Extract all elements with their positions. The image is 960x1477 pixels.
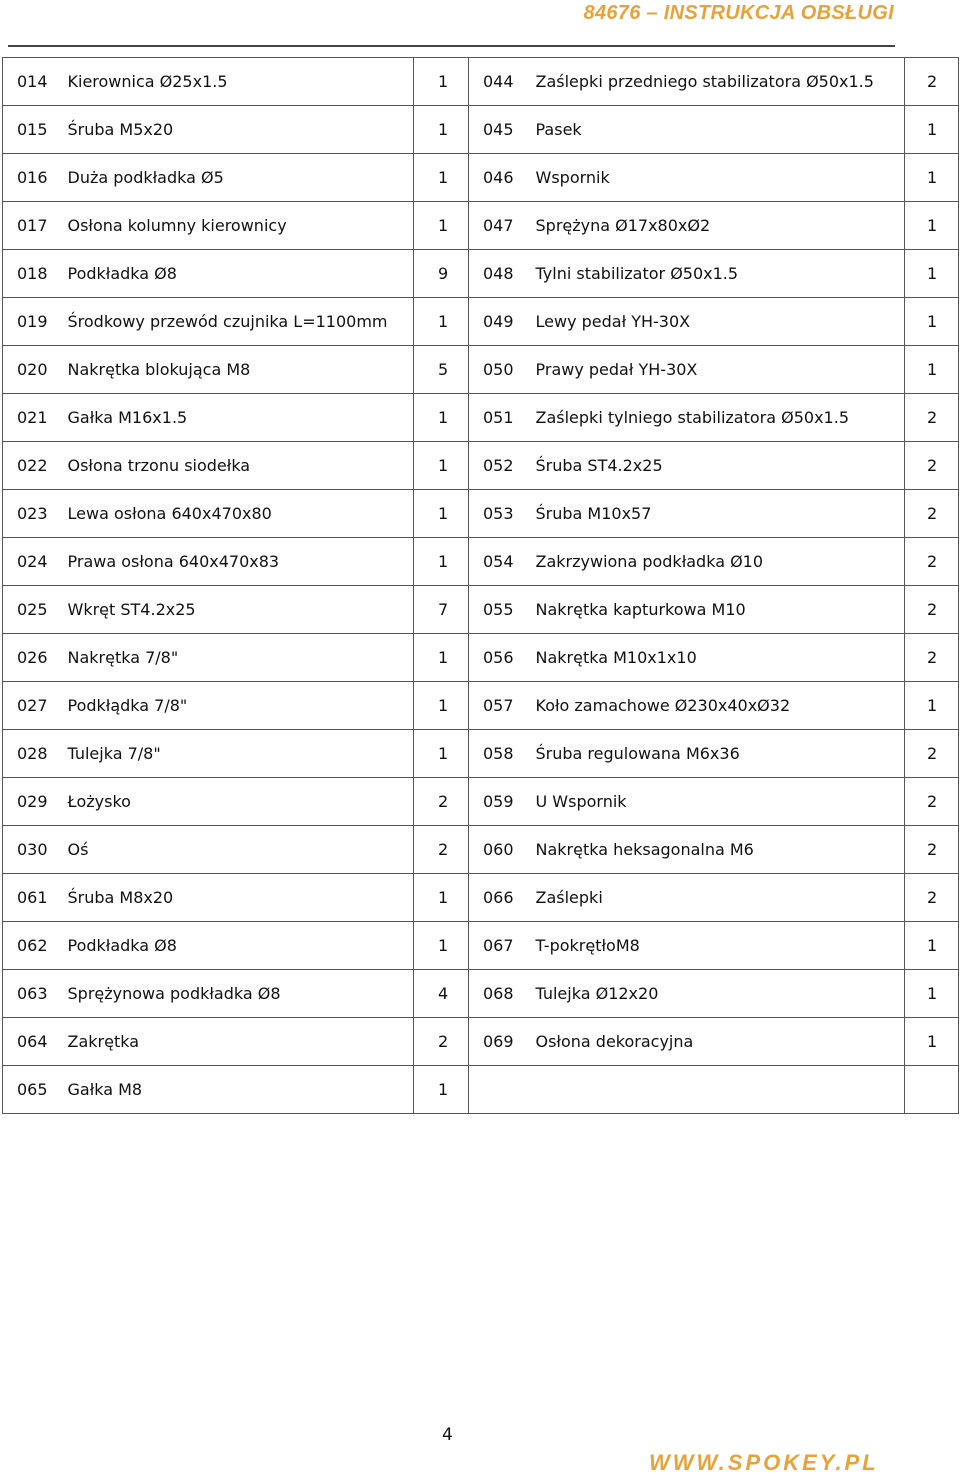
part-name-cell: Nakrętka blokująca M8: [65, 346, 414, 394]
part-name-cell: Osłona dekoracyjna: [533, 1018, 905, 1066]
part-name-cell: Śruba M10x57: [533, 490, 905, 538]
part-quantity-cell: 1: [905, 298, 959, 346]
part-quantity-cell: 1: [905, 106, 959, 154]
part-code-cell: 057: [469, 682, 533, 730]
part-code-cell: 064: [3, 1018, 65, 1066]
part-code-cell: 014: [3, 58, 65, 106]
part-code-cell: 051: [469, 394, 533, 442]
part-name-cell: T-pokrętłoM8: [533, 922, 905, 970]
header-divider: [8, 45, 895, 47]
part-name-cell: Wspornik: [533, 154, 905, 202]
part-code-cell: 050: [469, 346, 533, 394]
part-name-cell: Śruba M8x20: [65, 874, 414, 922]
part-code-cell: 061: [3, 874, 65, 922]
part-code-cell: [469, 1066, 533, 1114]
part-name-cell: Gałka M8: [65, 1066, 414, 1114]
part-code-cell: 049: [469, 298, 533, 346]
part-quantity-cell: 2: [414, 1018, 469, 1066]
table-row: [3, 922, 959, 970]
part-name-cell: Podkładka Ø8: [65, 250, 414, 298]
part-quantity-cell: 1: [414, 730, 469, 778]
part-code-cell: 044: [469, 58, 533, 106]
part-quantity-cell: 1: [905, 1018, 959, 1066]
part-quantity-cell: 2: [905, 490, 959, 538]
part-quantity-cell: 1: [905, 346, 959, 394]
part-code-cell: 029: [3, 778, 65, 826]
part-name-cell: Osłona trzonu siodełka: [65, 442, 414, 490]
part-code-cell: 068: [469, 970, 533, 1018]
parts-table-body: [3, 58, 959, 1114]
part-name-cell: Duża podkładka Ø5: [65, 154, 414, 202]
part-code-cell: 048: [469, 250, 533, 298]
part-name-cell: Tylni stabilizator Ø50x1.5: [533, 250, 905, 298]
table-row: [3, 346, 959, 394]
part-name-cell: Śruba regulowana M6x36: [533, 730, 905, 778]
part-name-cell: Osłona kolumny kierownicy: [65, 202, 414, 250]
part-name-cell: Gałka M16x1.5: [65, 394, 414, 442]
part-quantity-cell: 1: [414, 298, 469, 346]
table-row: [3, 1018, 959, 1066]
part-name-cell: Lewy pedał YH-30X: [533, 298, 905, 346]
table-row: [3, 250, 959, 298]
part-code-cell: 065: [3, 1066, 65, 1114]
part-name-cell: Oś: [65, 826, 414, 874]
part-code-cell: 056: [469, 634, 533, 682]
part-quantity-cell: 1: [414, 154, 469, 202]
part-code-cell: 047: [469, 202, 533, 250]
part-name-cell: Tulejka Ø12x20: [533, 970, 905, 1018]
part-name-cell: Środkowy przewód czujnika L=1100mm: [65, 298, 414, 346]
part-name-cell: Nakrętka kapturkowa M10: [533, 586, 905, 634]
table-row: [3, 394, 959, 442]
part-code-cell: 026: [3, 634, 65, 682]
part-name-cell: Kierownica Ø25x1.5: [65, 58, 414, 106]
table-row: [3, 154, 959, 202]
table-row: [3, 1066, 959, 1114]
part-name-cell: Zakrzywiona podkładka Ø10: [533, 538, 905, 586]
table-row: [3, 634, 959, 682]
table-row: [3, 826, 959, 874]
part-code-cell: 022: [3, 442, 65, 490]
part-code-cell: 055: [469, 586, 533, 634]
table-row: [3, 874, 959, 922]
page-number: 4: [442, 1425, 453, 1445]
table-row: [3, 490, 959, 538]
part-quantity-cell: 2: [905, 586, 959, 634]
part-name-cell: Śruba ST4.2x25: [533, 442, 905, 490]
part-code-cell: 015: [3, 106, 65, 154]
part-name-cell: Prawy pedał YH-30X: [533, 346, 905, 394]
part-quantity-cell: 1: [905, 202, 959, 250]
table-row: [3, 586, 959, 634]
document-title: 84676 – INSTRUKCJA OBSŁUGI: [583, 2, 894, 24]
part-quantity-cell: 1: [414, 106, 469, 154]
part-quantity-cell: 1: [414, 202, 469, 250]
part-quantity-cell: 7: [414, 586, 469, 634]
part-quantity-cell: 2: [905, 778, 959, 826]
part-quantity-cell: 2: [905, 394, 959, 442]
part-code-cell: 018: [3, 250, 65, 298]
part-quantity-cell: 1: [414, 682, 469, 730]
part-name-cell: Śruba M5x20: [65, 106, 414, 154]
part-name-cell: Pasek: [533, 106, 905, 154]
part-code-cell: 025: [3, 586, 65, 634]
part-code-cell: 020: [3, 346, 65, 394]
part-name-cell: Prawa osłona 640x470x83: [65, 538, 414, 586]
part-quantity-cell: 1: [414, 58, 469, 106]
part-code-cell: 028: [3, 730, 65, 778]
part-code-cell: 024: [3, 538, 65, 586]
part-name-cell: Zaślepki przedniego stabilizatora Ø50x1.5: [533, 58, 905, 106]
table-row: [3, 202, 959, 250]
part-quantity-cell: 1: [905, 922, 959, 970]
part-code-cell: 058: [469, 730, 533, 778]
part-quantity-cell: 2: [414, 778, 469, 826]
part-code-cell: 016: [3, 154, 65, 202]
part-code-cell: 069: [469, 1018, 533, 1066]
part-quantity-cell: 2: [905, 634, 959, 682]
part-code-cell: 023: [3, 490, 65, 538]
part-quantity-cell: [905, 1066, 959, 1114]
part-code-cell: 046: [469, 154, 533, 202]
part-quantity-cell: 1: [414, 634, 469, 682]
part-quantity-cell: 2: [905, 730, 959, 778]
part-quantity-cell: 2: [905, 442, 959, 490]
part-name-cell: Tulejka 7/8": [65, 730, 414, 778]
part-quantity-cell: 5: [414, 346, 469, 394]
part-quantity-cell: 2: [905, 826, 959, 874]
part-name-cell: Łożysko: [65, 778, 414, 826]
part-quantity-cell: 1: [905, 970, 959, 1018]
part-code-cell: 063: [3, 970, 65, 1018]
part-name-cell: Zaślepki tylniego stabilizatora Ø50x1.5: [533, 394, 905, 442]
part-name-cell: Wkręt ST4.2x25: [65, 586, 414, 634]
part-quantity-cell: 1: [414, 442, 469, 490]
part-code-cell: 045: [469, 106, 533, 154]
part-name-cell: Sprężynowa podkładka Ø8: [65, 970, 414, 1018]
part-quantity-cell: 1: [414, 394, 469, 442]
table-row: [3, 298, 959, 346]
part-name-cell: U Wspornik: [533, 778, 905, 826]
part-code-cell: 017: [3, 202, 65, 250]
part-code-cell: 021: [3, 394, 65, 442]
part-quantity-cell: 2: [414, 826, 469, 874]
part-quantity-cell: 1: [414, 538, 469, 586]
part-quantity-cell: 1: [905, 250, 959, 298]
part-code-cell: 054: [469, 538, 533, 586]
part-quantity-cell: 2: [905, 874, 959, 922]
table-row: [3, 730, 959, 778]
brand-logo[interactable]: WWW.SPOKEY.PL: [649, 1450, 879, 1475]
part-quantity-cell: 1: [905, 154, 959, 202]
part-quantity-cell: 4: [414, 970, 469, 1018]
part-code-cell: 062: [3, 922, 65, 970]
part-code-cell: 060: [469, 826, 533, 874]
part-quantity-cell: 2: [905, 58, 959, 106]
part-name-cell: Nakrętka M10x1x10: [533, 634, 905, 682]
part-code-cell: 052: [469, 442, 533, 490]
table-row: [3, 106, 959, 154]
part-name-cell: Nakrętka 7/8": [65, 634, 414, 682]
table-row: [3, 538, 959, 586]
part-code-cell: 067: [469, 922, 533, 970]
part-name-cell: Podkłądka 7/8": [65, 682, 414, 730]
part-code-cell: 066: [469, 874, 533, 922]
part-name-cell: Koło zamachowe Ø230x40xØ32: [533, 682, 905, 730]
part-quantity-cell: 1: [414, 874, 469, 922]
part-code-cell: 053: [469, 490, 533, 538]
part-quantity-cell: 1: [414, 1066, 469, 1114]
part-name-cell: Zaślepki: [533, 874, 905, 922]
part-name-cell: Zakrętka: [65, 1018, 414, 1066]
table-row: [3, 442, 959, 490]
part-quantity-cell: 1: [414, 490, 469, 538]
table-row: [3, 778, 959, 826]
table-row: [3, 970, 959, 1018]
part-code-cell: 059: [469, 778, 533, 826]
part-quantity-cell: 9: [414, 250, 469, 298]
part-code-cell: 030: [3, 826, 65, 874]
part-quantity-cell: 2: [905, 538, 959, 586]
table-row: [3, 682, 959, 730]
part-name-cell: Nakrętka heksagonalna M6: [533, 826, 905, 874]
part-name-cell: Podkładka Ø8: [65, 922, 414, 970]
part-quantity-cell: 1: [414, 922, 469, 970]
part-name-cell: Lewa osłona 640x470x80: [65, 490, 414, 538]
parts-table: [2, 57, 959, 1114]
part-code-cell: 019: [3, 298, 65, 346]
part-quantity-cell: 1: [905, 682, 959, 730]
part-code-cell: 027: [3, 682, 65, 730]
table-row: [3, 58, 959, 106]
part-name-cell: [533, 1066, 905, 1114]
part-name-cell: Sprężyna Ø17x80xØ2: [533, 202, 905, 250]
